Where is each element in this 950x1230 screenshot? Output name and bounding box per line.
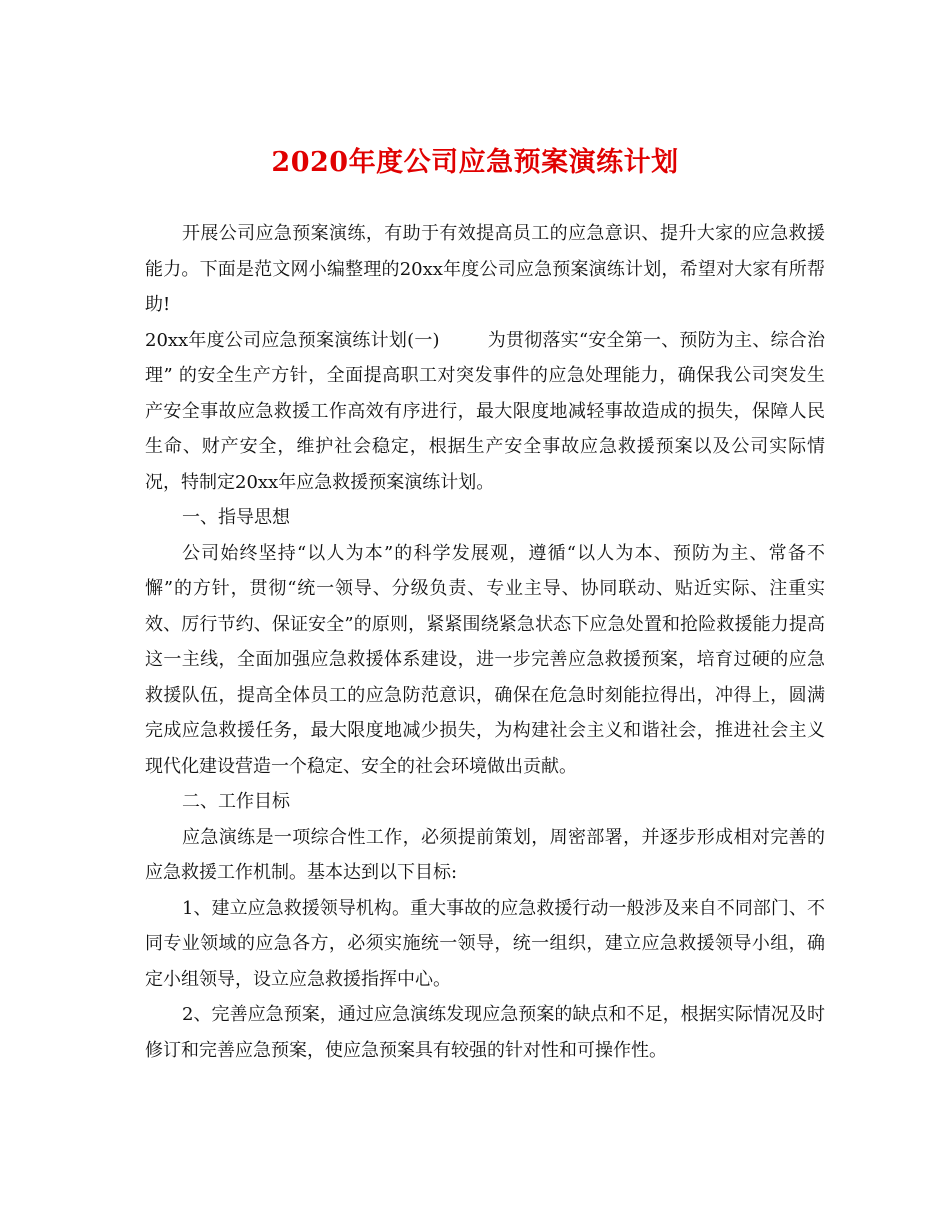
intro-paragraph: 开展公司应急预案演练，有助于有效提高员工的应急意识、提升大家的应急救援能力。下面是范文网小编整理的20xx年度公司应急预案演练计划，希望对大家有所帮助! [145,223,825,315]
section-paragraph [145,323,825,501]
goal-item-1: 1、建立应急救援领导机构。重大事故的应急救援行动一般涉及来自不同部门、不同专业领域的应急各方，必须实施统一领导，统一组织，建立应急救援领导小组，确定小组领导，设立应急救援指挥中心。 [145,897,825,990]
heading-work-goals: 二、工作目标 [182,791,290,812]
document-body [145,216,825,1068]
section-lead: 为贯彻落实“安全第一、预防为主、综合治理” 的安全生产方针，全面提高职工对突发事件的应急处理能力，确保我公司突发生产安全事故应急救援工作高效有序进行，最大限度地减轻事故造成的损失，保障人民生命、财产安全，维护社会稳定，根据生产安全事故应急救援预案以及公司实际情况，特制定20xx年应急救援预案演练计划。 [145,329,825,493]
work-goals-paragraph: 应急演练是一项综合性工作，必须提前策划，周密部署，并逐步形成相对完善的应急救援工作机制。基本达到以下目标: [145,826,825,883]
guiding-ideology-paragraph: 公司始终坚持“以人为本”的科学发展观，遵循“以人为本、预防为主、常备不懈”的方针，贯彻“统一领导、分级负责、专业主导、协同联动、贴近实际、注重实效、厉行节约、保证安全”的原则，紧紧围绕紧急状态下应急处置和抢险救援能力提高这一主线，全面加强应急救援体系建设，进一步完善应急救援预案，培育过硬的应急救援队伍，提高全体员工的应急防范意识，确保在危急时刻能拉得出，冲得上，圆满完成应急救援任务，最大限度地减少损失，为构建社会主义和谐社会，推进社会主义现代化建设营造一个稳定、安全的社会环境做出贡献。 [145,542,825,777]
section-label: 20xx年度公司应急预案演练计划(一) [145,329,440,351]
page-title: 2020年度公司应急预案演练计划 [271,147,679,178]
goal-item-2: 2、完善应急预案，通过应急演练发现应急预案的缺点和不足，根据实际情况及时修订和完善应急预案，使应急预案具有较强的针对性和可操作性。 [145,1004,825,1061]
heading-guiding-ideology: 一、指导思想 [182,507,290,528]
